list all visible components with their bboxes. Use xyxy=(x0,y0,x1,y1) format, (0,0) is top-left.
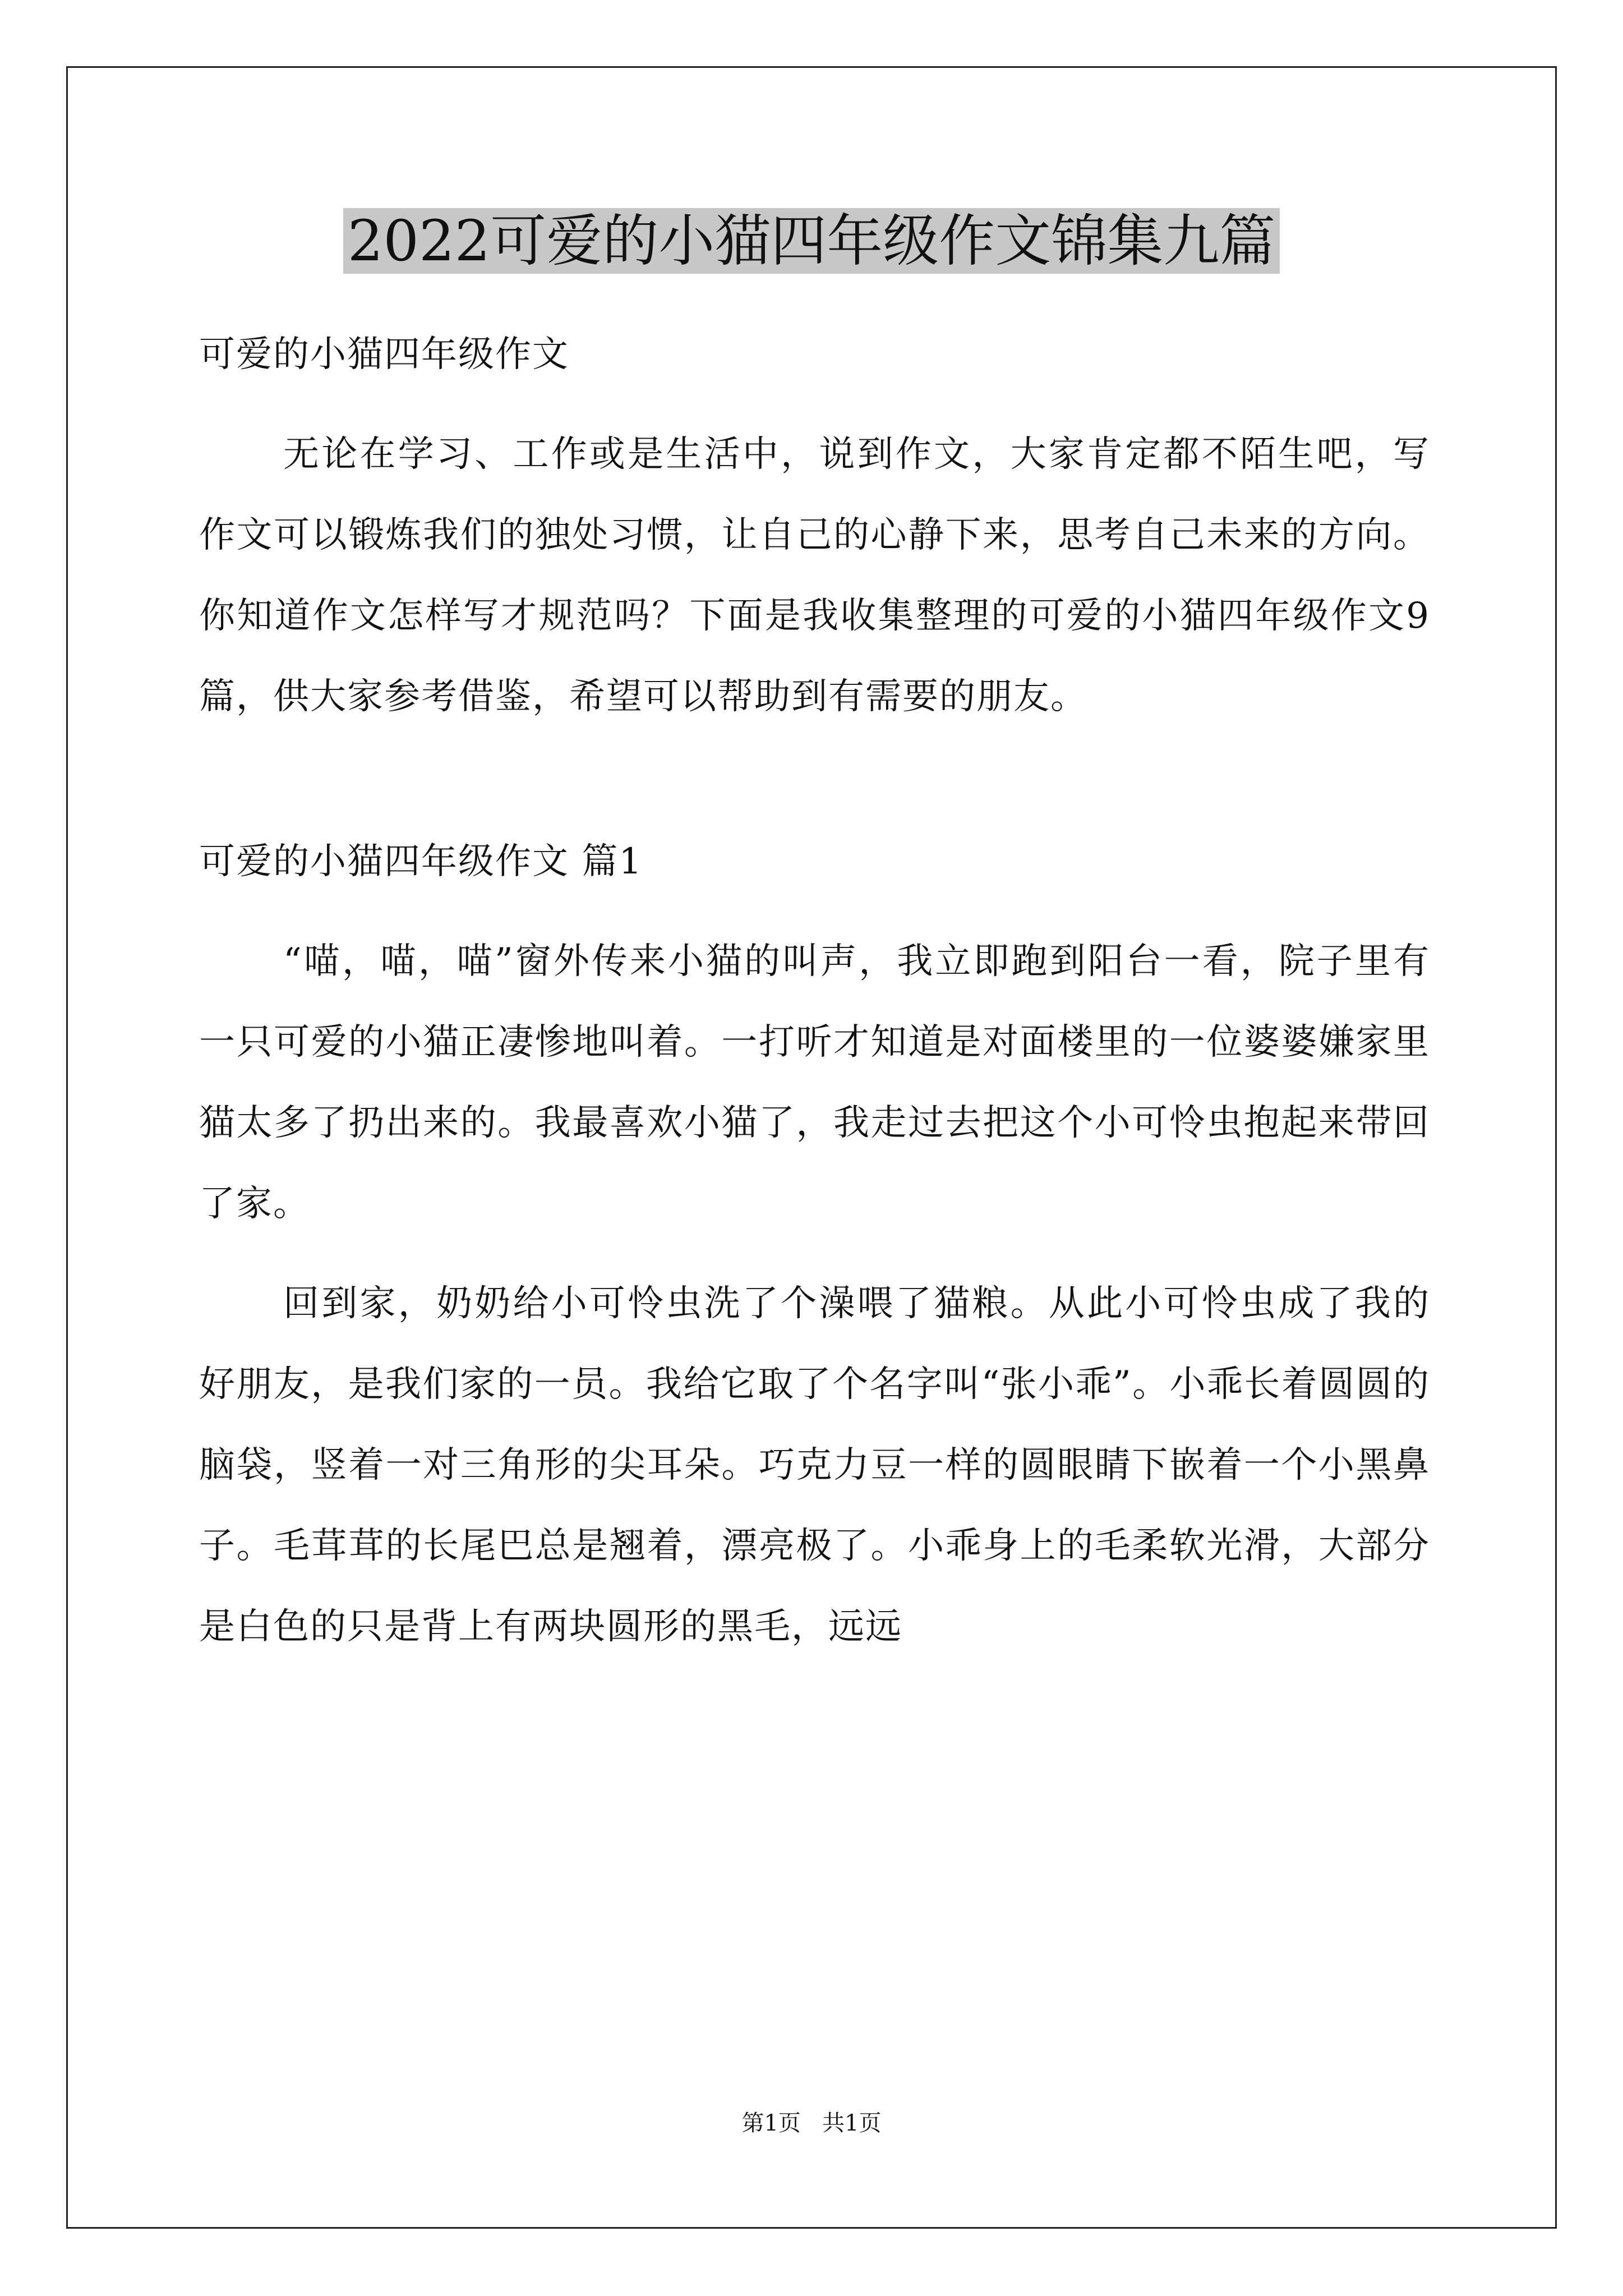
document-title-text: 2022可爱的小猫四年级作文锦集九篇 xyxy=(343,208,1280,274)
section-paragraph: 回到家，奶奶给小可怜虫洗了个澡喂了猫粮。从此小可怜虫成了我的好朋友，是我们家的一员。我给它取了个名字叫“张小乖”。小乖长着圆圆的脑袋，竖着一对三角形的尖耳朵。巧克力豆一样的圆眼睛下嵌着一个小黑鼻子。毛茸茸的长尾巴总是翘着，漂亮极了。小乖身上的毛柔软光滑，大部分是白色的只是背上有两块圆形的黑毛，远远 xyxy=(199,1283,1430,1648)
page-footer: 第1页 共1页 xyxy=(741,2110,882,2136)
section-heading: 可爱的小猫四年级作文 篇1 xyxy=(199,841,643,882)
intro-heading: 可爱的小猫四年级作文 xyxy=(199,334,569,375)
intro-paragraph: 无论在学习、工作或是生活中，说到作文，大家肯定都不陌生吧，写作文可以锻炼我们的独处习惯，让自己的心静下来，思考自己未来的方向。你知道作文怎样写才规范吗？下面是我收集整理的可爱的小猫四年级作文9篇，供大家参考借鉴，希望可以帮助到有需要的朋友。 xyxy=(199,434,1430,717)
section-paragraph: “喵，喵，喵”窗外传来小猫的叫声，我立即跑到阳台一看，院子里有一只可爱的小猫正凄惨地叫着。一打听才知道是对面楼里的一位婆婆嫌家里猫太多了扔出来的。我最喜欢小猫了，我走过去把这个小可怜虫抱起来带回了家。 xyxy=(199,941,1430,1225)
document-title xyxy=(0,202,1623,280)
document-body xyxy=(199,314,1430,1667)
